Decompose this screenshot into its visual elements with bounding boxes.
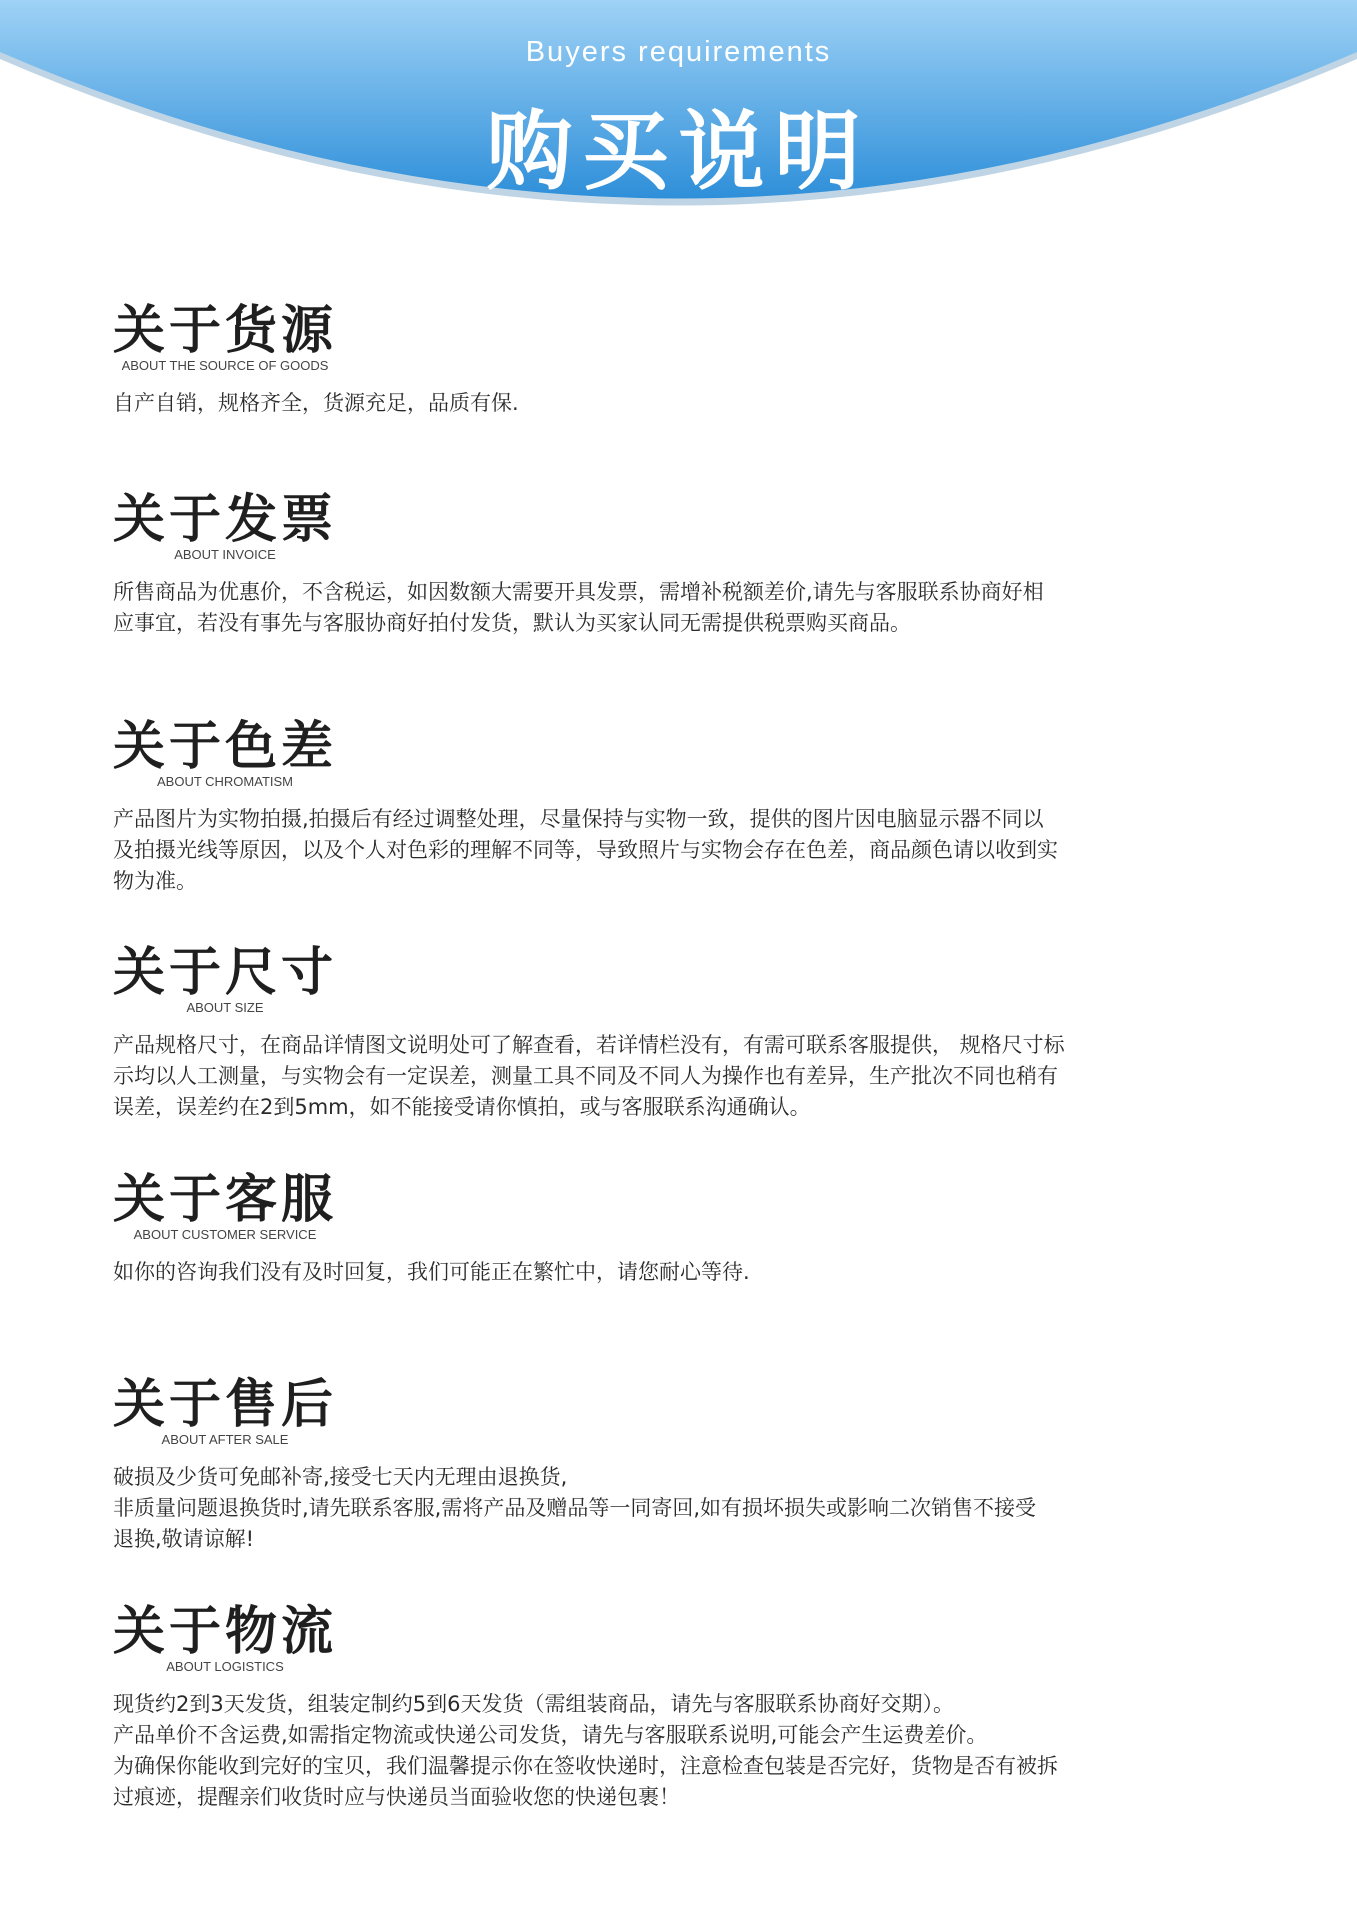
section-text-line: 所售商品为优惠价，不含税运，如因数额大需要开具发票，需增补税额差价,请先与客服联系协商好相 [113, 580, 1044, 604]
section-text-line: 过痕迹，提醒亲们收货时应与快递员当面验收您的快递包裹！ [113, 1785, 680, 1809]
section-body [113, 804, 1243, 897]
section-customer-service [113, 1169, 1243, 1288]
section-heading [113, 489, 337, 563]
section-text-line: 现货约2到3天发货，组装定制约5到6天发货（需组装商品，请先与客服联系协商好交期）。 [113, 1692, 954, 1716]
section-text-line: 产品图片为实物拍摄,拍摄后有经过调整处理，尽量保持与实物一致，提供的图片因电脑显示器不同以 [113, 807, 1044, 831]
section-heading [113, 942, 337, 1016]
section-title: 关于发票 [113, 490, 338, 550]
header-banner [0, 0, 1357, 240]
header-subtitle: Buyers requirements [525, 36, 832, 68]
section-text-line: 误差，误差约在2到5mm，如不能接受请你慎拍，或与客服联系沟通确认。 [113, 1095, 811, 1119]
section-text-line: 产品规格尺寸，在商品详情图文说明处可了解查看，若详情栏没有，有需可联系客服提供， 规格尺寸标 [113, 1033, 1065, 1057]
section-body [113, 1689, 1243, 1813]
section-text-line: 应事宜，若没有事先与客服协商好拍付发货，默认为买家认同无需提供税票购买商品。 [113, 611, 911, 635]
header-title: 购买说明 [486, 102, 871, 202]
section-title: 关于物流 [113, 1602, 338, 1662]
section-text-line: 如你的咨询我们没有及时回复，我们可能正在繁忙中，请您耐心等待. [113, 1260, 750, 1284]
section-source-of-goods [113, 300, 1243, 419]
section-body [113, 1462, 1243, 1555]
section-title: 关于客服 [113, 1170, 338, 1230]
section-body [113, 1030, 1243, 1123]
section-body [113, 577, 1243, 639]
section-title: 关于尺寸 [113, 943, 338, 1003]
section-subtitle: ABOUT AFTER SALE [161, 1432, 289, 1447]
section-size [113, 942, 1243, 1123]
section-subtitle: ABOUT CHROMATISM [156, 774, 294, 789]
section-subtitle: ABOUT LOGISTICS [166, 1659, 284, 1674]
section-body [113, 1257, 1243, 1288]
section-subtitle: ABOUT CUSTOMER SERVICE [133, 1227, 317, 1242]
section-logistics [113, 1601, 1243, 1813]
section-title: 关于色差 [113, 717, 338, 777]
section-heading [113, 716, 337, 790]
section-text-line: 自产自销，规格齐全，货源充足，品质有保. [113, 391, 519, 415]
section-text-line: 退换,敬请谅解! [113, 1527, 255, 1551]
section-after-sale [113, 1374, 1243, 1555]
section-text-line: 非质量问题退换货时,请先联系客服,需将产品及赠品等一同寄回,如有损坏损失或影响二次销售不接受 [113, 1496, 1037, 1520]
section-text-line: 为确保你能收到完好的宝贝，我们温馨提示你在签收快递时，注意检查包装是否完好，货物是否有被拆 [113, 1754, 1058, 1778]
section-subtitle: ABOUT INVOICE [174, 547, 276, 562]
section-text-line: 产品单价不含运费,如需指定物流或快递公司发货，请先与客服联系说明,可能会产生运费差价。 [113, 1723, 988, 1747]
section-text-line: 及拍摄光线等原因，以及个人对色彩的理解不同等，导致照片与实物会存在色差，商品颜色请以收到实 [113, 838, 1058, 862]
section-subtitle: ABOUT SIZE [186, 1000, 264, 1015]
section-heading [113, 1169, 337, 1243]
section-title: 关于货源 [113, 301, 338, 361]
section-text-line: 示均以人工测量，与实物会有一定误差，测量工具不同及不同人为操作也有差异，生产批次不同也稍有 [113, 1064, 1058, 1088]
section-subtitle: ABOUT THE SOURCE OF GOODS [121, 358, 329, 373]
section-invoice [113, 489, 1243, 639]
section-text-line: 物为准。 [113, 869, 197, 893]
section-title: 关于售后 [113, 1375, 338, 1435]
section-chromatism [113, 716, 1243, 897]
section-heading [113, 1374, 337, 1448]
section-heading [113, 300, 337, 374]
section-heading [113, 1601, 337, 1675]
section-body [113, 388, 1243, 419]
section-text-line: 破损及少货可免邮补寄,接受七天内无理由退换货, [113, 1465, 568, 1489]
